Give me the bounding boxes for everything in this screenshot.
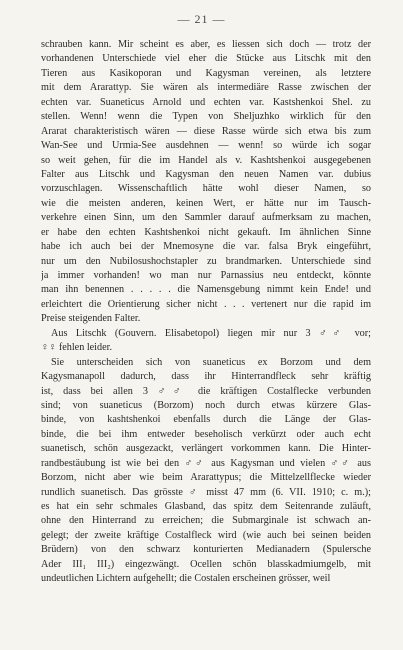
text-line: rundlich suanetisch. Das grösste ♂ misst 47 mm (6. VII. 1910; c. m.); bbox=[41, 486, 371, 498]
text-line: habe ich auch bei der Mnemosyne die var. falsa Bryk eingeführt, bbox=[41, 241, 371, 253]
text-line: er habe den echten Kashtshenkoi nicht gekauft. Im ähnlichen Sinne bbox=[41, 226, 371, 238]
text-line: Preise steigenden Falter. bbox=[41, 313, 141, 325]
text-line: Tieren aus Kasikoporan und Kagysman vereinen, als letztere bbox=[41, 67, 371, 79]
text-line: ja immer vorhanden! wo man nur Parnassius neu entdeckt, könnte bbox=[41, 270, 371, 281]
text-line: Ararat charakteristisch wären — diese Rasse würde sich etwa bis zum bbox=[41, 125, 371, 137]
body-text bbox=[41, 38, 371, 587]
text-line: es hat ein sehr schmales Glasband, das spitz dem Seitenrande zuläuft, bbox=[41, 501, 371, 512]
text-line: ist, dass bei allen 3 ♂♂ die kräftigen Costalflecke verbunden bbox=[41, 385, 371, 397]
page-number: — 21 — bbox=[177, 12, 226, 26]
text-line: binde, von kashtshenkoi ebenfalls durch die Länge der Glas- bbox=[41, 414, 371, 426]
text-line: randbestäubung ist wie bei den ♂♂ aus Kagysman und vielen ♂♂ aus bbox=[41, 457, 371, 469]
text-line: Kagysmanapoll dadurch, dass ihr Hinterrandfleck sehr kräftig bbox=[41, 371, 371, 383]
text-line: Aus Litschk (Gouvern. Elisabetopol) liegen mir nur 3 ♂♂ vor; bbox=[51, 327, 371, 339]
text-line: sind; von suaneticus (Borzom) noch durch etwas kürzere Glas- bbox=[41, 399, 371, 411]
text-line: vorhandenen Unterschiede viel eher die Stücke aus Litschk mit den bbox=[41, 53, 371, 65]
text-line: binde, die bei ihm entweder beseholisch verkürzt oder auch echt bbox=[41, 428, 371, 440]
text-line: Brüdern) von den schwarz konturierten Medianadern (Spulersche bbox=[41, 544, 371, 556]
text-line: echten var. Suaneticus Arnold und echten var. Kastshenkoi Shel. zu bbox=[41, 96, 371, 108]
text-line: nur um den Nubilosushochstapler zu brandmarken. Unterschiede sind bbox=[41, 255, 371, 267]
text-line: ohne den Hinterrand zu erreichen; die Submarginale ist schwach an- bbox=[41, 515, 371, 527]
text-line: verkehre einen Sinn, um den Sammler darauf aufmerksam zu machen, bbox=[41, 212, 371, 224]
text-line: undeutlichen Lichtern aufgehellt; die Costalen erscheinen grösser, weil bbox=[41, 573, 331, 585]
text-line: stellen. Wenn! wenn die Typen von Sheljuzhko wirklich für den bbox=[41, 111, 371, 123]
text-line: suanetisch, schön ausgezackt, verlängert vorkommen kann. Die Hinter- bbox=[41, 443, 371, 455]
text-line: Ader III₁ III₂) eingezwängt. Ocellen schön blasskadmiumgelb, mit bbox=[41, 558, 371, 570]
text-line: so weit gehen, für die im Handel als v. Kashtshenkoi ausgegebenen bbox=[41, 154, 371, 166]
text-line: Wan-See und Urmia-See ausdehnen — wenn! so würde ich sogar bbox=[41, 140, 371, 152]
text-line: erleichtert die Orientierung sicher nicht . . . vertenert nur die rapid im bbox=[41, 298, 371, 310]
text-line: wie die meisten anderen, keinen Wert, er hätte nur im Tausch- bbox=[41, 197, 371, 209]
text-line: schrauben kann. Mir scheint es aber, es liessen sich doch — trotz der bbox=[41, 39, 371, 50]
text-line: mit dem Ararattyp. Sie wären als intermediäre Rasse zwischen der bbox=[41, 82, 371, 94]
text-line: vorzuschlagen. Wissenschaftlich hätte wohl dieser Namen, so bbox=[41, 183, 371, 195]
text-line: gelegt; der zweite kräftige Costalfleck wird (wie auch bei seinen beiden bbox=[41, 529, 371, 541]
text-line: Falter aus Litschk und Kagysman den neuen Namen var. dubius bbox=[41, 168, 371, 180]
text-line: Sie unterscheiden sich von suaneticus ex Borzom und dem bbox=[51, 356, 371, 368]
text-line: ♀♀ fehlen leider. bbox=[41, 342, 113, 354]
text-line: man ihn benennen . . . . . die Namensgebung nimmt kein Ende! und bbox=[41, 284, 371, 296]
text-line: Borzom, nicht aber wie beim Ararattypus; die Mittelzellflecke wieder bbox=[41, 472, 371, 484]
